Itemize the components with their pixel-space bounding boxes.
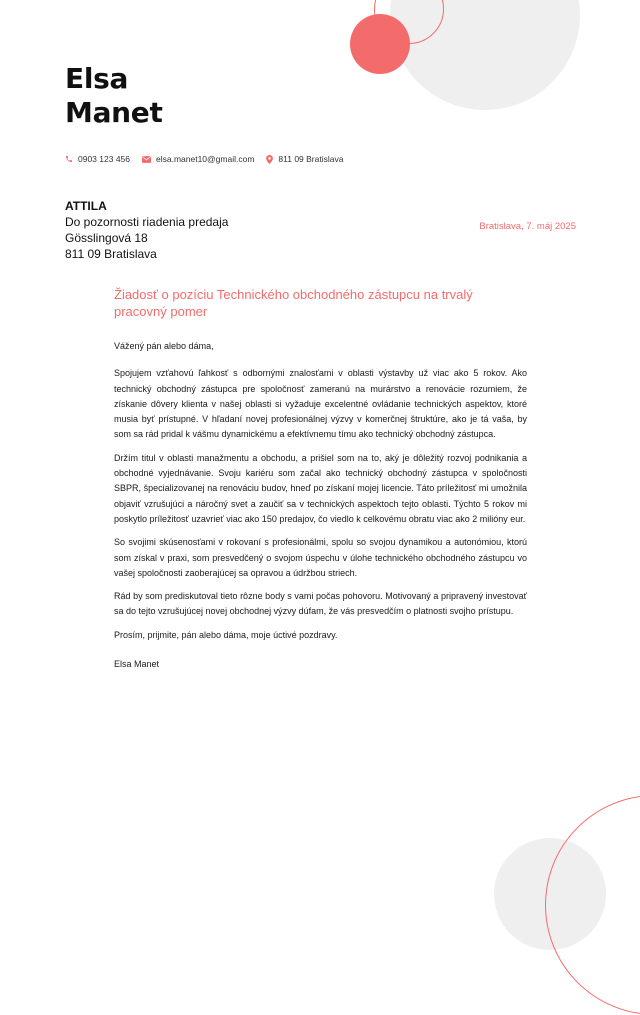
letter-signature: Elsa Manet: [114, 659, 160, 670]
recipient-street: Gösslingová 18: [65, 231, 148, 245]
recipient-attention: Do pozornosti riadenia predaja: [65, 215, 229, 229]
sender-name: [65, 62, 163, 130]
contact-email: [142, 154, 254, 164]
contact-phone: [65, 154, 130, 164]
recipient-city: 811 09 Bratislava: [65, 247, 157, 261]
sender-first-name: Elsa: [65, 62, 129, 95]
letter-paragraph: Rád by som prediskutoval tieto rôzne body s vami počas pohovoru. Motivovaný a pripravený investovať sa do tejto vzrušujúcej novej obchodnej výzvy dúfam, že vás presvedčím o platnosti svojho prístupu.: [114, 591, 527, 617]
recipient-company: ATTILA: [65, 199, 107, 213]
letter-greeting: Vážený pán alebo dáma,: [114, 341, 214, 351]
envelope-icon: [142, 156, 151, 163]
letter-paragraph: Držím titul v oblasti manažmentu a obchodu, a prišiel som na to, aký je dôležitý rozvoj podnikania a obchodné vyjednávanie. Svoju kariéru som začal ako technický obchodný zástupca v spoločnosti SBPR, špecializovanej na renováciu budov, hneď po získaní mojej licencie. Táto príležitosť mi umožnila objaviť vzrušujúci a náročný svet a zaučiť sa v technických aspektoch tejto oblasti. Týchto 5 rokov mi poskytlo príležitosť uzavrieť viac ako 150 predajov, čo viedlo k celkovému obratu viac ako 2 milióny eur.: [114, 452, 527, 524]
phone-icon: [65, 155, 73, 163]
decorative-coral-ring-bottom: [545, 795, 640, 1015]
phone-number[interactable]: 0903 123 456: [78, 154, 130, 164]
letter-paragraph: So svojimi skúsenosťami v rokovaní s profesionálmi, spolu so svojou dynamikou a autonómiou, ktorú som získal v praxi, som presvedčený o svojom úspechu v úlohe technického obchodného zástupcu vo vašej spoločnosti zaoberajúcej sa opravou a údržbou striech.: [114, 537, 527, 578]
letter-subject: Žiadosť o pozíciu Technického obchodného zástupcu na trvalý pracovný pomer: [114, 287, 473, 319]
sender-last-name: Manet: [65, 96, 163, 129]
location-pin-icon: [266, 155, 273, 164]
recipient-block: [65, 198, 228, 262]
email-address[interactable]: elsa.manet10@gmail.com: [156, 154, 255, 164]
address: 811 09 Bratislava: [278, 154, 344, 164]
letter-closing: Prosím, prijmite, pán alebo dáma, moje úctivé pozdravy.: [114, 629, 338, 640]
letter-body: [114, 339, 527, 680]
contact-address: [266, 154, 343, 164]
contact-bar: [65, 154, 355, 164]
letter-paragraph: Spojujem vzťahovú ľahkosť s odbornými znalosťami v oblasti výstavby už viac ako 5 rokov. Ako technický obchodný zástupca pre spoločnosť zameranú na murárstvo a renovácie rozumiem, že získanie dôvery klienta v našej oblasti si vyžaduje excelentné ovládanie technických aspektov, ktoré musia byť prístupné. V hľadaní novej profesionálnej výzvy v komerčnej štruktúre, ako je tá vaša, by som sa rád pridal k vášmu dynamickému a efektívnemu tímu ako technický obchodný zástupca.: [114, 368, 527, 440]
letter-date: Bratislava, 7. máj 2025: [479, 221, 576, 232]
